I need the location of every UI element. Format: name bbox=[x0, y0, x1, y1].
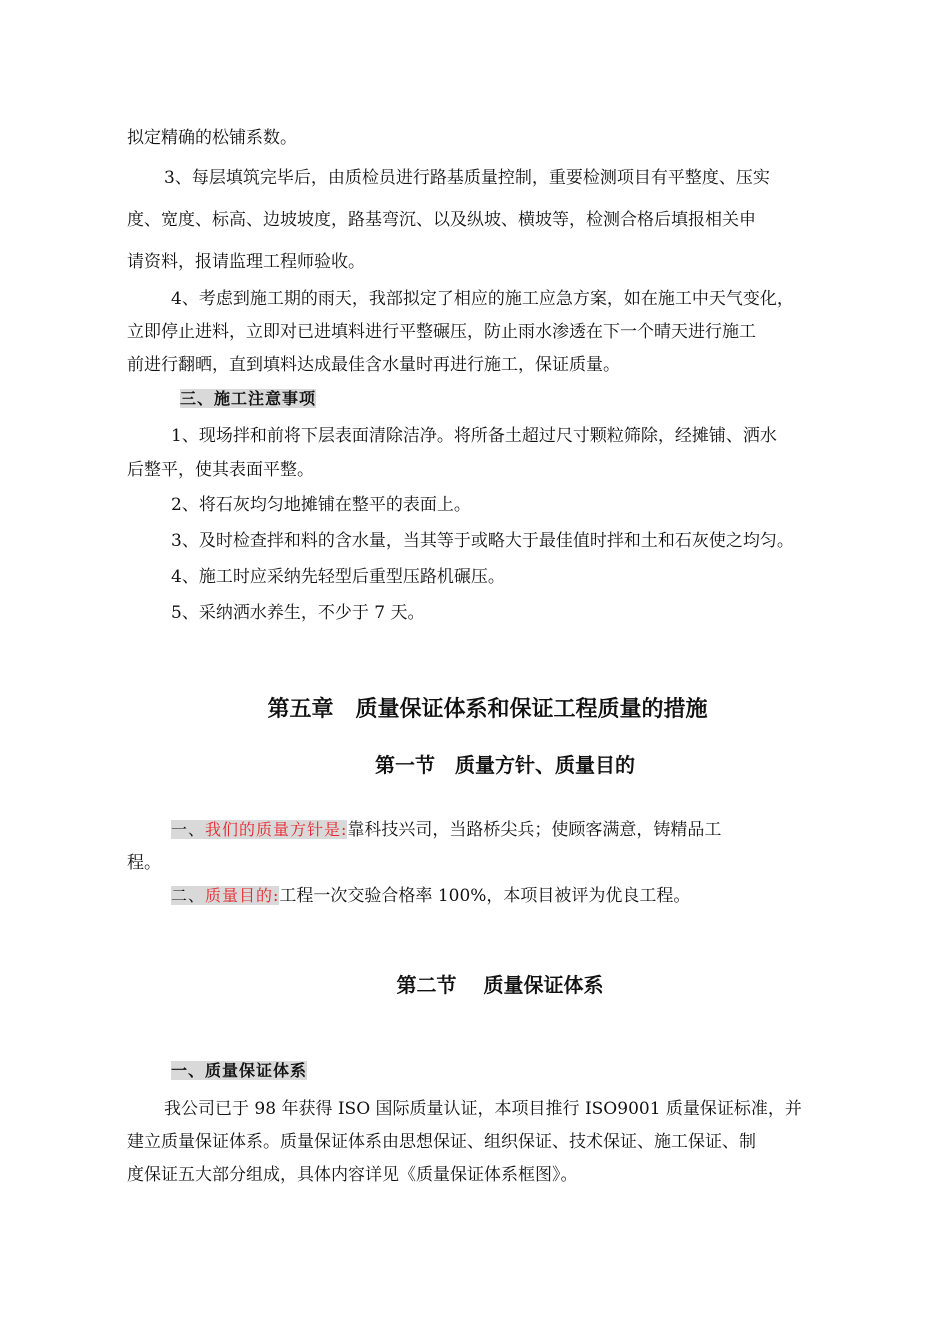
goal-prefix: 二、 bbox=[171, 886, 206, 905]
paragraph-line: 5、采纳洒水养生，不少于 7 天。 bbox=[171, 603, 425, 623]
goal-label bbox=[171, 886, 279, 905]
subsection-heading bbox=[171, 1059, 307, 1083]
paragraph-line: 我公司已于 98 年获得 ISO 国际质量认证，本项目推行 ISO9001 质量保证标准，并 bbox=[164, 1099, 802, 1119]
paragraph-line: 3、及时检查拌和料的含水量，当其等于或略大于最佳值时拌和土和石灰使之均匀。 bbox=[171, 531, 794, 551]
paragraph-line: 前进行翻晒，直到填料达成最佳含水量时再进行施工，保证质量。 bbox=[127, 355, 620, 375]
paragraph-line: 2、将石灰均匀地摊铺在整平的表面上。 bbox=[171, 495, 471, 515]
quality-policy-line bbox=[171, 818, 721, 842]
goal-label-text: 质量目的: bbox=[205, 886, 280, 905]
section-title: 第一节 质量方针、质量目的 bbox=[375, 753, 635, 777]
paragraph-line: 拟定精确的松铺系数。 bbox=[127, 128, 297, 148]
policy-label bbox=[171, 820, 347, 839]
paragraph-line: 后整平，使其表面平整。 bbox=[127, 460, 314, 480]
policy-label-text: 我们的质量方针是: bbox=[205, 820, 348, 839]
paragraph-line: 3、每层填筑完毕后，由质检员进行路基质量控制，重要检测项目有平整度、压实 bbox=[164, 168, 770, 188]
paragraph-line: 建立质量保证体系。质量保证体系由思想保证、组织保证、技术保证、施工保证、制 bbox=[127, 1132, 756, 1152]
policy-prefix: 一、 bbox=[171, 820, 206, 839]
paragraph-line: 程。 bbox=[127, 853, 161, 873]
subsection-heading-text: 一、质量保证体系 bbox=[171, 1061, 308, 1080]
section-heading-text: 三、施工注意事项 bbox=[180, 389, 317, 408]
paragraph-line: 度保证五大部分组成，具体内容详见《质量保证体系框图》。 bbox=[127, 1165, 578, 1185]
section-title: 第二节 质量保证体系 bbox=[396, 973, 604, 997]
paragraph-line: 4、考虑到施工期的雨天，我部拟定了相应的施工应急方案，如在施工中天气变化， bbox=[171, 289, 794, 309]
quality-goal-line bbox=[171, 884, 690, 908]
chapter-title: 第五章 质量保证体系和保证工程质量的措施 bbox=[267, 697, 708, 722]
goal-text: 工程一次交验合格率 100%，本项目被评为优良工程。 bbox=[279, 886, 691, 906]
paragraph-line: 请资料，报请监理工程师验收。 bbox=[127, 252, 365, 272]
paragraph-line: 4、施工时应采纳先轻型后重型压路机碾压。 bbox=[171, 567, 505, 587]
paragraph-line: 1、现场拌和前将下层表面清除洁净。将所备土超过尺寸颗粒筛除，经摊铺、洒水 bbox=[171, 426, 777, 446]
paragraph-line: 立即停止进料，立即对已进填料进行平整碾压，防止雨水渗透在下一个晴天进行施工 bbox=[127, 322, 756, 342]
section-heading bbox=[180, 387, 316, 411]
policy-text: 靠科技兴司，当路桥尖兵；使顾客满意，铸精品工 bbox=[347, 820, 722, 840]
paragraph-line: 度、宽度、标高、边坡坡度，路基弯沉、以及纵坡、横坡等，检测合格后填报相关申 bbox=[127, 210, 756, 230]
